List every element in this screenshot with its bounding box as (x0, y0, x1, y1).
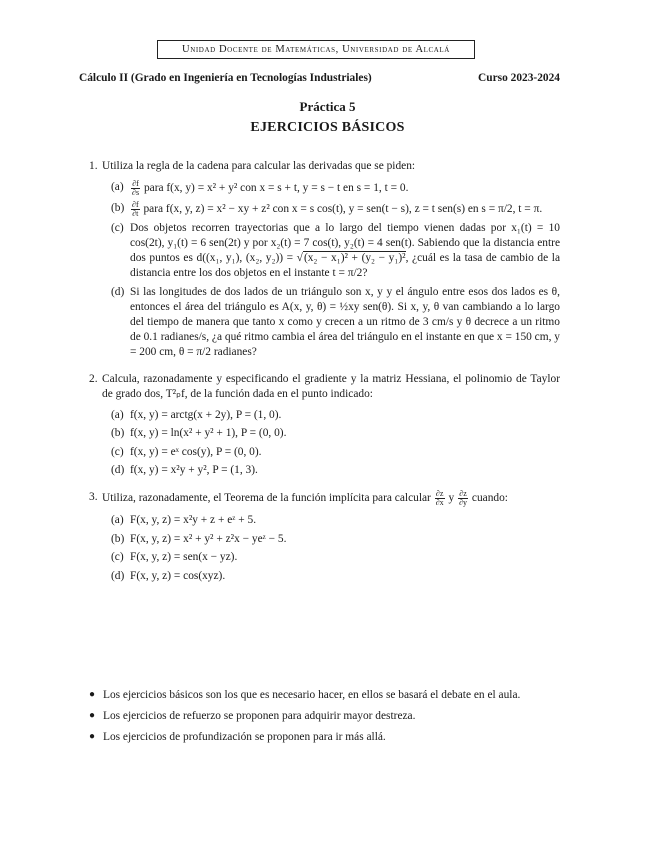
exercise-part (111, 513, 560, 528)
note-item (89, 689, 569, 701)
fraction-denominator: ∂x (435, 498, 444, 507)
part-text: f(x, y) = x²y + y², P = (1, 3). (130, 464, 258, 476)
fraction-denominator: ∂t (132, 208, 139, 218)
exercise-part (111, 180, 560, 197)
part-label: (b) (111, 201, 125, 214)
exercise-number: 3. (89, 491, 98, 503)
partial-derivative-fraction (131, 180, 140, 197)
fraction-numerator: ∂f (132, 179, 139, 188)
part-label: (d) (111, 569, 125, 582)
partial-derivative-fraction (131, 201, 140, 218)
part-label: (b) (111, 427, 125, 439)
exercise-part: (c) Dos objetos recorren trayectorias que a lo largo del tiempo vienen dadas por x₁(t) = 10 cos(2t), y₁(t) = 6 sen(2t) y por x₂(t) = 7 cos(t), y₂(t) = 4 sen(t). Sabiendo que la distancia entre dos puntos es d((x₁, y₁), (x₂, y₂)) = √(x₂ − x₁)² + (y₂ − y₁)², ¿cuál es la tasa de cambio de la distancia entre los dos objetos en el instante t = π/2? (111, 222, 560, 279)
bullet-icon: ● (89, 689, 96, 700)
exercise-part (111, 550, 560, 565)
course-header (79, 72, 560, 84)
statement-text: Utiliza, razonadamente, el Teorema de la función implícita para calcular (102, 492, 431, 504)
part-text: F(x, y, z) = x²y + z + eᶻ + 5. (130, 514, 257, 526)
exercise-statement: Utiliza la regla de la cadena para calcular las derivadas que se piden: (102, 160, 416, 172)
part-text: Dos objetos recorren trayectorias que a lo largo del tiempo vienen dadas por x₁(t) = 10 cos(2t), y₁(t) = 6 sen(2t) y por x₂(t) = 7 cos(t), y₂(t) = 4 sen(t). Sabiendo que la distancia entre dos puntos es d((x₁, y₁), (x₂, y₂)) = (130, 222, 560, 264)
institution-name: Unidad Docente de Matemáticas, Universidad de Alcalá (182, 44, 450, 55)
exercise-number: 1. (89, 160, 98, 172)
course-year: Curso 2023-2024 (478, 72, 560, 84)
note-text: Los ejercicios de profundización se proponen para ir más allá. (103, 731, 386, 743)
square-root-expression: (x₂ − x₁)² + (y₂ − y₁)² (303, 252, 406, 264)
part-label: (c) (111, 551, 124, 563)
exercise-parts (102, 408, 560, 479)
fraction-denominator: ∂s (132, 188, 140, 197)
part-text: f(x, y) = eˣ cos(y), P = (0, 0). (130, 445, 262, 458)
part-text: F(x, y, z) = x² + y² + z²x − yeᶻ − 5. (130, 532, 287, 545)
exercise-part (111, 445, 560, 460)
part-text-end: , ¿cuál es la tasa de cambio de la distancia entre los dos objetos en el instante t = π/2? (130, 252, 560, 279)
part-text: para f(x, y) = x² + y² con x = s + t, y = s − t en s = 1, t = 0. (143, 182, 409, 194)
part-label: (a) (111, 408, 124, 421)
part-label: (d) (111, 285, 125, 298)
exercise-part (111, 285, 560, 360)
exercise-part (111, 569, 560, 584)
note-item (89, 731, 569, 743)
exercise-part (111, 532, 560, 547)
exercise-part (111, 408, 560, 423)
section-title: EJERCICIOS BÁSICOS (250, 120, 405, 135)
title-block (0, 99, 655, 136)
part-label: (a) (111, 514, 124, 526)
partial-derivative-fraction (435, 490, 445, 507)
exercise-part (111, 426, 560, 441)
exercise-3 (89, 490, 560, 584)
part-text: Si las longitudes de dos lados de un triángulo son x, y y el ángulo entre esos dos lados es θ, entonces el área del triángulo es A(x, y, θ) = ½xy sen(θ). Si x, y, θ van cambiando a lo largo del tiempo de manera que tanto x como y crecen a un ritmo de 3 cm/s y θ decrece a un ritmo de 0.1 radianes/s, ¿a qué ritmo cambia el área del triángulo en el instante en que x = 150 cm, y = 200 cm, θ = π/2 radianes? (130, 285, 560, 358)
bullet-icon: ● (89, 710, 96, 721)
exercise-parts (102, 513, 560, 584)
part-text: F(x, y, z) = cos(xyz). (130, 569, 226, 582)
part-label: (d) (111, 464, 125, 476)
fraction-numerator: ∂f (132, 199, 139, 209)
bullet-icon: ● (89, 731, 96, 742)
statement-conjunction: y (448, 492, 455, 504)
part-text: f(x, y) = arctg(x + 2y), P = (1, 0). (130, 408, 282, 421)
exercise-statement (102, 490, 560, 507)
practice-title: Práctica 5 (299, 99, 356, 114)
fraction-denominator: ∂y (459, 498, 468, 507)
statement-text-end: cuando: (471, 492, 508, 504)
part-label: (c) (111, 222, 124, 234)
note-text: Los ejercicios de refuerzo se proponen para adquirir mayor destreza. (103, 710, 416, 722)
part-label: (b) (111, 532, 125, 545)
part-text: F(x, y, z) = sen(x − yz). (130, 551, 238, 563)
exercise-1 (89, 159, 560, 360)
institution-box (157, 40, 475, 59)
fraction-numerator: ∂z (435, 489, 444, 498)
note-text: Los ejercicios básicos son los que es necesario hacer, en ellos se basará el debate en el aula. (103, 689, 521, 701)
note-item (89, 710, 569, 722)
exercise-statement: Calcula, razonadamente y especificando el gradiente y la matriz Hessiana, el polinomio de Taylor de grado dos, T²ₚf, de la función dada en el punto indicado: (102, 372, 560, 400)
exercise-number: 2. (89, 372, 98, 385)
course-name: Cálculo II (Grado en Ingeniería en Tecnologías Industriales) (79, 72, 372, 84)
exercise-list (89, 159, 560, 587)
part-text: f(x, y) = ln(x² + y² + 1), P = (0, 0). (130, 427, 287, 439)
fraction-numerator: ∂z (459, 489, 467, 498)
part-text: para f(x, y, z) = x² − xy + z² con x = s cos(t), y = sen(t − s), z = t sen(s) en s = π/2, t = π. (143, 202, 543, 215)
exercise-parts (102, 180, 560, 360)
part-label: (a) (111, 181, 124, 193)
notes-list (89, 689, 569, 752)
exercise-part (111, 201, 560, 218)
exercise-2 (89, 372, 560, 479)
part-label: (c) (111, 445, 124, 458)
exercise-part (111, 463, 560, 478)
partial-derivative-fraction (458, 490, 468, 507)
